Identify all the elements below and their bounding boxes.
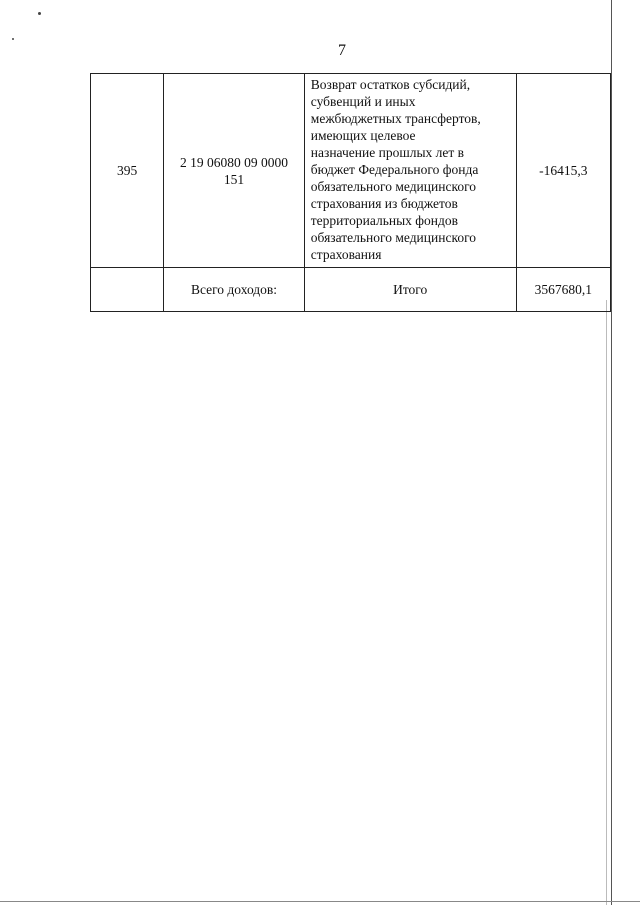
scan-speck [38, 12, 41, 15]
total-label-cell: Всего доходов: [164, 268, 305, 312]
description-line: межбюджетных трансфертов, [310, 111, 481, 126]
description-line: субвенций и иных [310, 94, 416, 109]
description-line: страхования [310, 247, 382, 262]
amount-cell: -16415,3 [516, 74, 610, 268]
table-row [91, 74, 611, 268]
admin-code-cell: 395 [91, 74, 164, 268]
scan-bottom-line [0, 901, 640, 902]
scan-edge-line-faint [606, 300, 607, 905]
description-line: назначение прошлых лет в [310, 145, 465, 160]
description-line: страхования из бюджетов [310, 196, 458, 211]
description-line: обязательного медицинского [310, 230, 477, 245]
total-description-cell: Итого [304, 268, 516, 312]
scan-edge-line [611, 0, 612, 905]
scan-speck [12, 38, 14, 40]
description-line: имеющих целевое [310, 128, 416, 143]
kbk-code-line: 2 19 06080 09 0000 [180, 154, 289, 170]
description-line: обязательного медицинского [310, 179, 477, 194]
description-line: территориальных фондов [310, 213, 458, 228]
total-row [91, 268, 611, 312]
kbk-code-line: 151 [223, 171, 245, 187]
kbk-code-cell [164, 74, 305, 268]
page-number: 7 [338, 42, 346, 59]
description-line: Возврат остатков субсидий, [310, 77, 471, 92]
total-amount-cell: 3567680,1 [516, 268, 610, 312]
total-admin-code-cell [91, 268, 164, 312]
description-line: бюджет Федерального фонда [310, 162, 479, 177]
description-cell [304, 74, 516, 268]
revenue-table [90, 73, 611, 312]
